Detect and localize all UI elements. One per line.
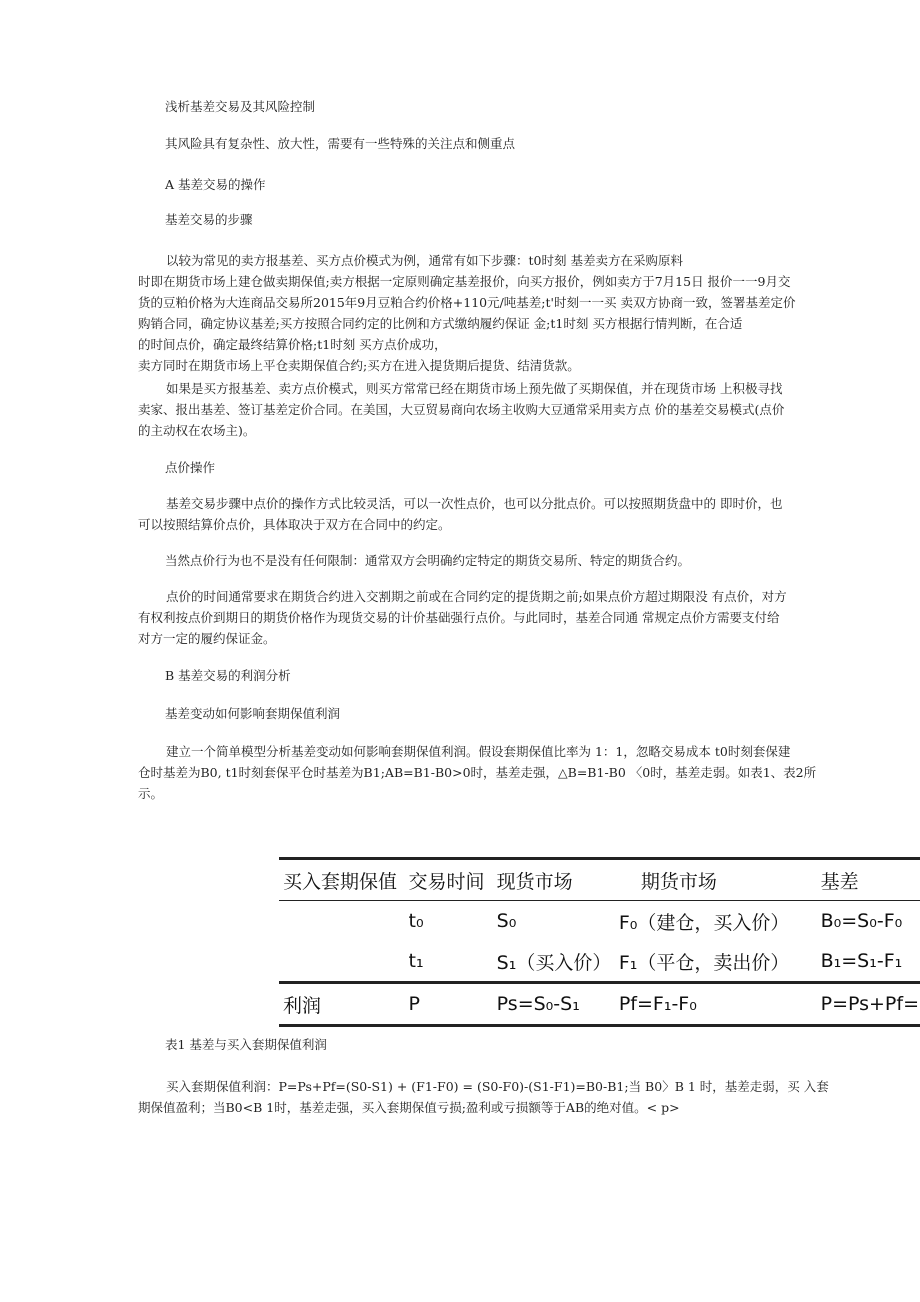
table-header-cell: 买入套期保值 bbox=[279, 859, 409, 901]
table-cell: 利润 bbox=[279, 983, 409, 1026]
text-line: 点价的时间通常要求在期货合约进入交割期之前或在合同约定的提货期之前;如果点价方超过期限没 有点价，对方 bbox=[166, 589, 787, 604]
table-cell bbox=[279, 941, 409, 983]
table-cell: B₀=S₀-F₀ bbox=[821, 901, 920, 942]
table-cell: S₁（买入价） bbox=[496, 951, 612, 974]
table-header-cell: 期货市场 bbox=[619, 859, 821, 901]
text-line: 仓时基差为B0, t1时刻套保平仓时基差为B1;AB=B1-B0>0时，基差走强，△B=B1-B0 〈0时，基差走弱。如表1、表2所 bbox=[138, 765, 817, 780]
text-line: 如果是买方报基差、卖方点价模式，则买方常常已经在期货市场上预先做了买期保值，并在现货市场 上积极寻找 bbox=[166, 381, 783, 396]
table-cell bbox=[279, 901, 409, 942]
table-cell: F₁（平仓，卖出价） bbox=[618, 951, 790, 974]
text-line: 的主动权在农场主)。 bbox=[138, 423, 256, 438]
text-line: 的时间点价，确定最终结算价格;t1时刻 买方点价成功， bbox=[138, 337, 447, 352]
table-cell: P bbox=[409, 983, 497, 1026]
text-line: 卖家、报出基差、签订基差定价合同。在美国，大豆贸易商向农场主收购大豆通常采用卖方点 价的基差交易模式(点价 bbox=[138, 402, 785, 417]
subheading-steps: 基差交易的步骤 bbox=[165, 212, 253, 227]
text-line: 对方一定的履约保证金。 bbox=[138, 631, 276, 646]
table-header-cell: 交易时间 bbox=[409, 859, 497, 901]
paragraph-model bbox=[138, 741, 838, 804]
text-line: 买入套期保值利润：P=Ps+Pf=(S0-S1) + (F1-F0) = (S0-F0)-(S1-F1)=B0-B1;当 B0〉B 1 时，基差走弱，买 入套 bbox=[166, 1079, 829, 1094]
table-figure bbox=[279, 857, 920, 1017]
paragraph-pricing bbox=[138, 493, 838, 535]
table-row bbox=[279, 983, 920, 1026]
text-line: 以较为常见的卖方报基差、买方点价模式为例，通常有如下步骤：t0时刻 基差卖方在采购原料 bbox=[166, 253, 683, 268]
table-header-cell: 现货市场 bbox=[497, 859, 619, 901]
text-line: 购销合同，确定协议基差;买方按照合同约定的比例和方式缴纳履约保证 金;t1时刻 买方根据行情判断，在合适 bbox=[138, 316, 743, 331]
text-line: 示。 bbox=[138, 786, 164, 801]
table-row bbox=[279, 901, 920, 942]
text-line: 可以按照结算价点价，具体取决于双方在合同中的约定。 bbox=[138, 517, 451, 532]
text-line: 建立一个简单模型分析基差变动如何影响套期保值利润。假设套期保值比率为 1：1，忽略交易成本 t0时刻套保建 bbox=[166, 744, 791, 759]
table-cell: Ps=S₀-S₁ bbox=[497, 983, 619, 1026]
subheading-basis-change: 基差变动如何影响套期保值利润 bbox=[165, 706, 341, 721]
section-a-heading: A 基差交易的操作 bbox=[165, 177, 266, 192]
table-cell: S₀ bbox=[497, 901, 619, 942]
table-header-cell: 基差 bbox=[821, 859, 920, 901]
paragraph-steps bbox=[138, 250, 838, 376]
table-cell: F₀（建仓，买入价） bbox=[619, 901, 821, 942]
text-line: 卖方同时在期货市场上平仓卖期保值合约;买方在进入提货期后提货、结清货款。 bbox=[138, 358, 580, 373]
text-line: 时即在期货市场上建仓做卖期保值;卖方根据一定原则确定基差报价，向买方报价，例如卖方于7月15日 报价一一9月交 bbox=[138, 274, 791, 289]
text-line: 基差交易步骤中点价的操作方式比较灵活，可以一次性点价，也可以分批点价。可以按照期货盘中的 即时价，也 bbox=[166, 496, 783, 511]
table-cell: t₁ bbox=[408, 950, 424, 972]
table-cell: Pf=F₁-F₀ bbox=[619, 983, 821, 1026]
text-line: 有权利按点价到期日的期货价格作为现货交易的计价基础强行点价。与此同时，基差合同通 常规定点价方需要支付给 bbox=[138, 610, 780, 625]
table-row bbox=[279, 941, 920, 983]
table-cell: t₀ bbox=[409, 901, 497, 942]
text-line: 期保值盈利；当B0<B 1时，基差走强，买入套期保值亏损;盈利或亏损额等于AB的绝对值。< p> bbox=[138, 1100, 680, 1115]
table-cell: P=Ps+Pf= bbox=[821, 983, 920, 1026]
text-line: 货的豆粕价格为大连商品交易所2015年9月豆粕合约价格+110元/吨基差;t'时刻一一买 卖双方协商一致，签署基差定价 bbox=[138, 295, 796, 310]
paragraph-limits: 当然点价行为也不是没有任何限制：通常双方会明确约定特定的期货交易所、特定的期货合约。 bbox=[165, 553, 691, 568]
document-title: 浅析基差交易及其风险控制 bbox=[165, 99, 316, 114]
hedge-profit-table bbox=[279, 857, 920, 1027]
section-b-heading: B 基差交易的利润分析 bbox=[165, 668, 291, 683]
paragraph-buyer-basis bbox=[138, 378, 838, 441]
table-cell: B₁=S₁-F₁ bbox=[820, 950, 903, 972]
subheading-pricing: 点价操作 bbox=[165, 460, 216, 475]
paragraph-timing bbox=[138, 586, 838, 649]
intro-line: 其风险具有复杂性、放大性，需要有一些特殊的关注点和侧重点 bbox=[165, 136, 516, 151]
table-caption: 表1 基差与买入套期保值利润 bbox=[165, 1037, 327, 1052]
paragraph-profit bbox=[138, 1076, 838, 1118]
